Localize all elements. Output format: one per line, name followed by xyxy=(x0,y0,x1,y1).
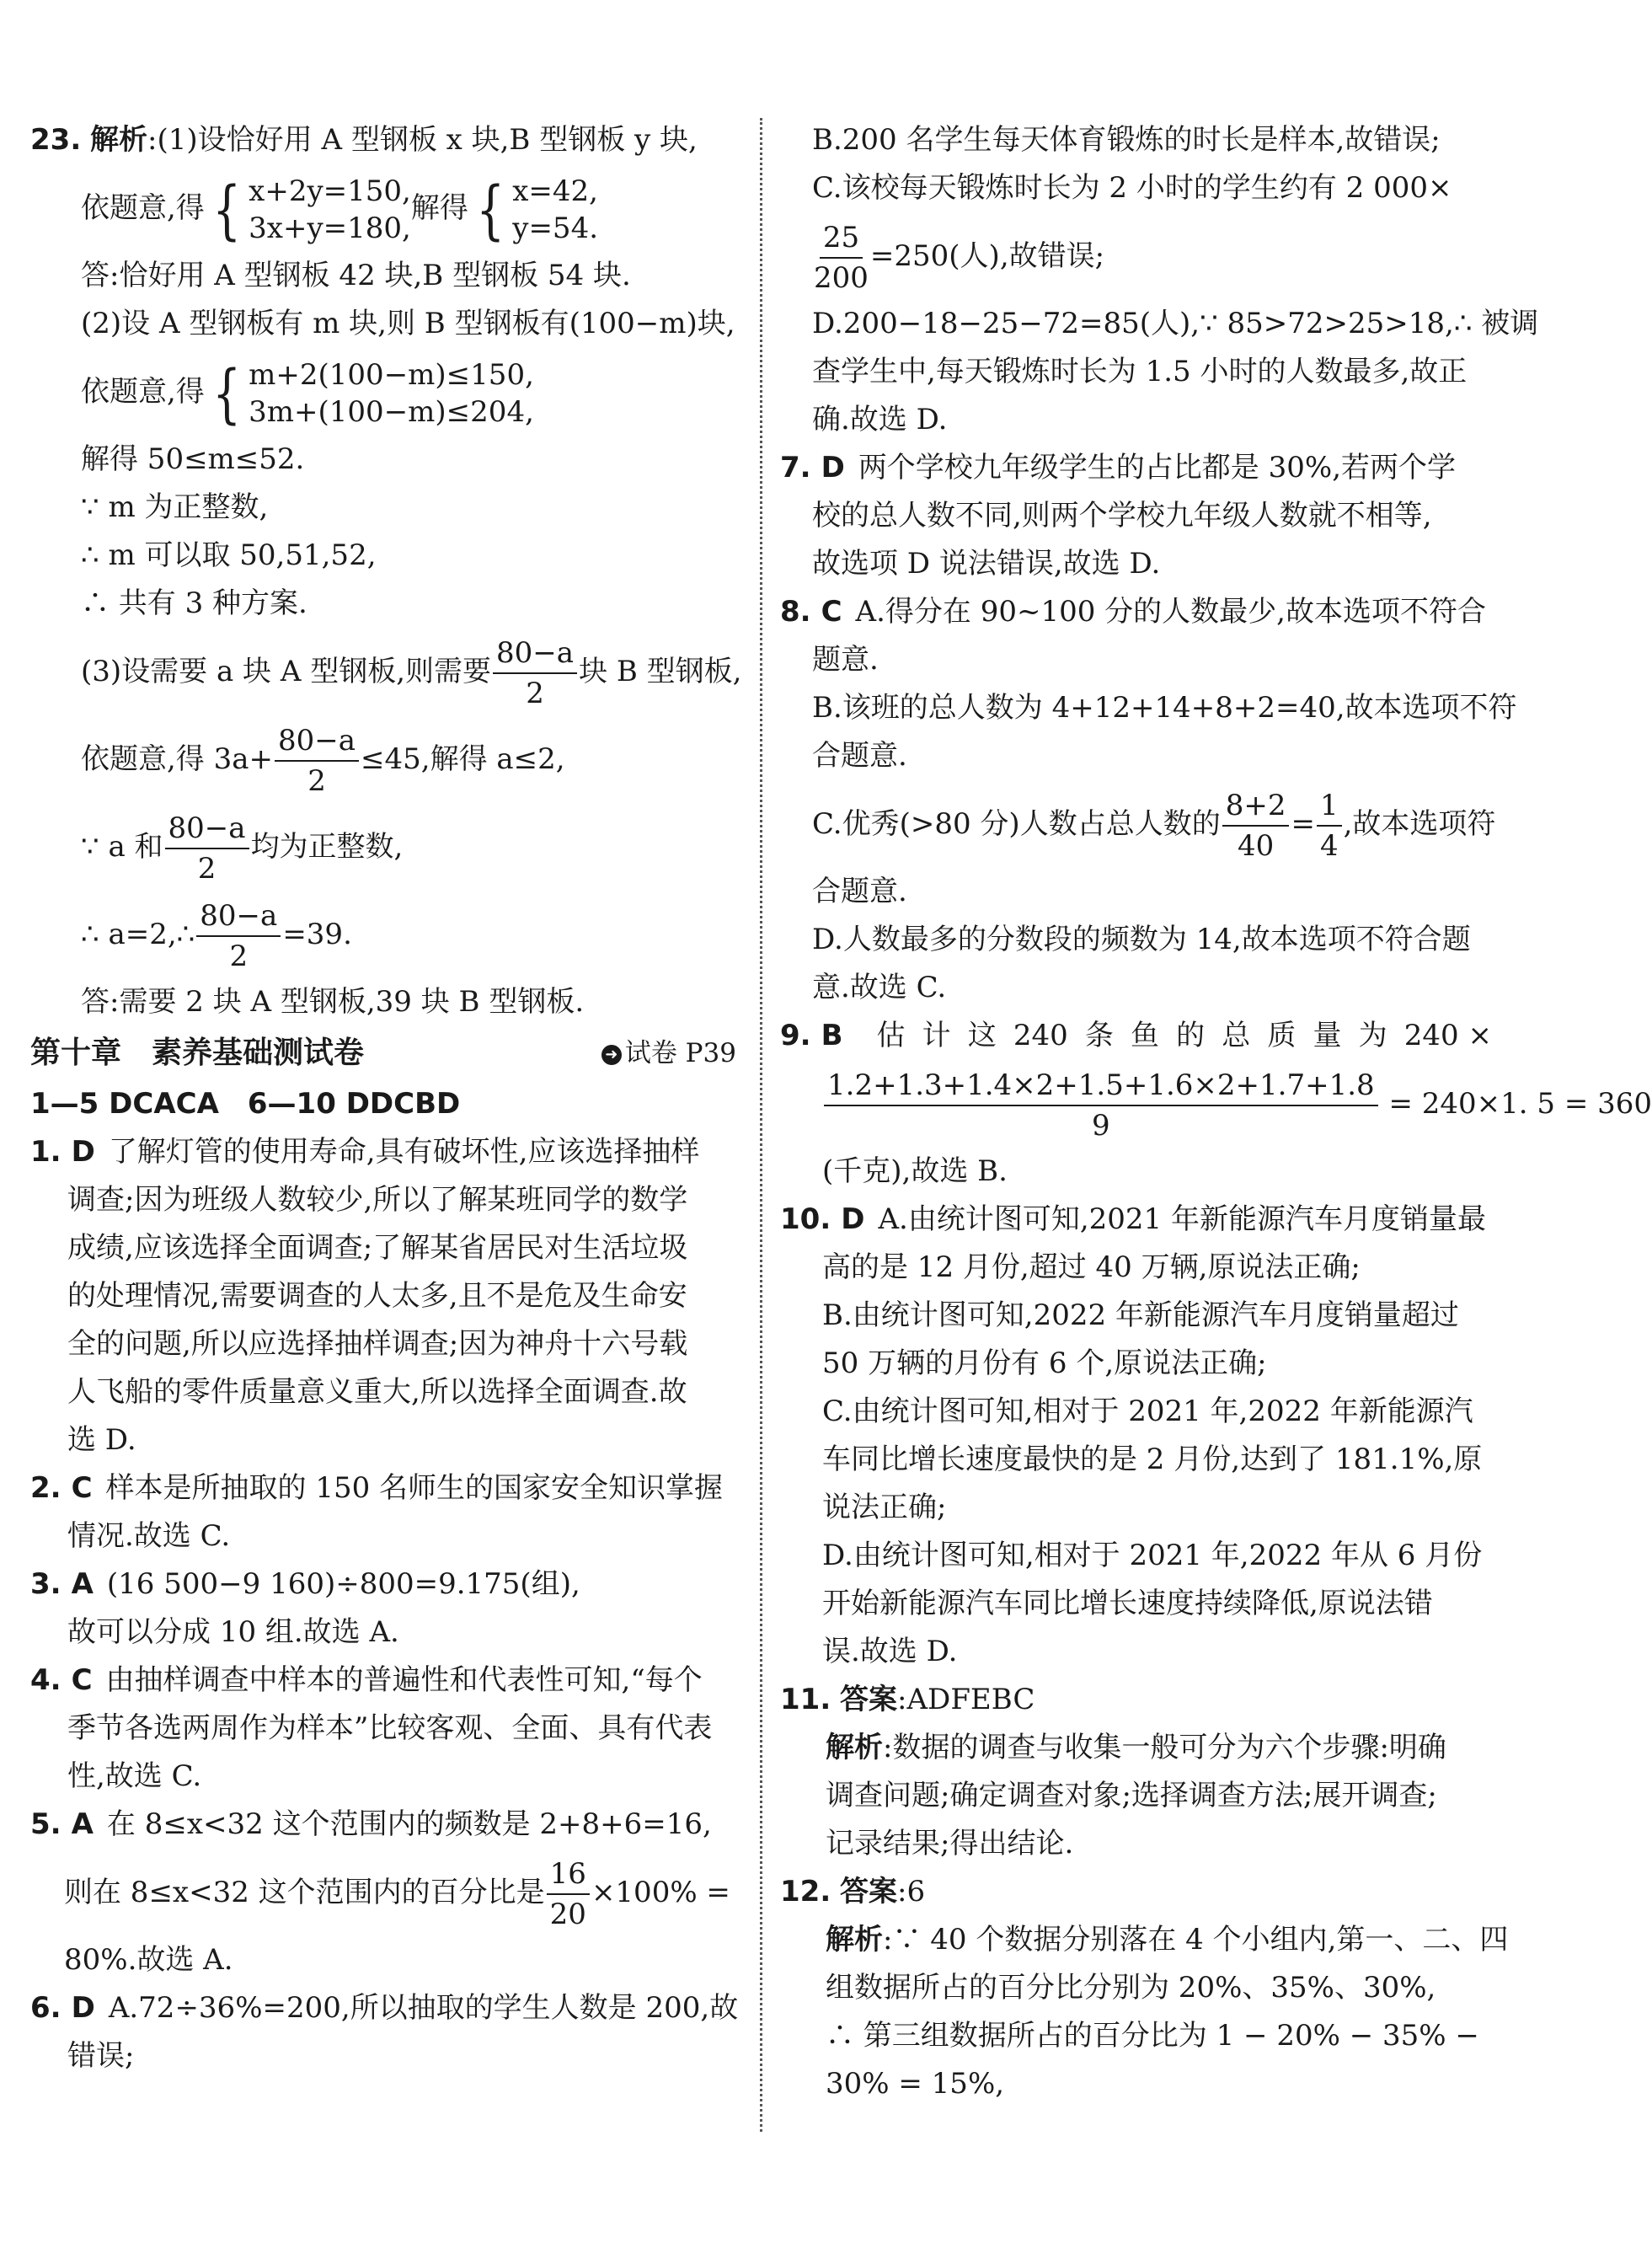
q9-word: 量 xyxy=(1313,1019,1342,1052)
q23-p3-a: (3)设需要 a 块 A 型钢板,则需要 xyxy=(81,655,492,688)
q10-text-7: 说法正确; xyxy=(822,1491,947,1524)
q7-line-1 xyxy=(780,444,1492,492)
q11-answer-value: :ADFEBC xyxy=(897,1683,1035,1716)
q1-text-5: 全的问题,所以应选择抽样调查;因为神舟十六号载 xyxy=(67,1327,688,1361)
q7-number: 7. xyxy=(780,451,811,484)
q1-text-6: 人飞船的零件质量意义重大,所以选择全面调查.故 xyxy=(67,1375,687,1409)
q4-answer: C xyxy=(71,1663,93,1697)
q10-text-10: 误.故选 D. xyxy=(822,1635,958,1668)
q12-answer-value: :6 xyxy=(897,1875,926,1908)
q1-text-2: 调查;因为班级人数较少,所以了解某班同学的数学 xyxy=(67,1183,688,1217)
q6-cont-5: 查学生中,每天锻炼时长为 1.5 小时的人数最多,故正 xyxy=(812,355,1468,388)
q4-text-3: 性,故选 C. xyxy=(67,1759,202,1793)
q5-fraction xyxy=(547,1855,590,1934)
fraction-denominator: 2 xyxy=(197,852,217,886)
q23-p1-eq1: x+2y=150, xyxy=(249,174,411,208)
q7-text-2: 校的总人数不同,则两个学校九年级人数就不相等, xyxy=(812,499,1432,533)
q4-text-2: 季节各选两周作为样本”比较客观、全面、具有代表 xyxy=(67,1711,713,1745)
q23-p3-fraction-3 xyxy=(165,809,249,888)
chapter-title: 第十章 素养基础测试卷 xyxy=(30,1036,365,1070)
q8-line-5: C.优秀(>80 分)人数占总人数的 $\frac{8+2}{40}$ = $\frac{1}{4}$ ,故本选项符 xyxy=(780,780,1492,868)
q23-p2-system-line xyxy=(30,348,743,436)
q23-p1-sol1: x=42, xyxy=(512,174,598,208)
q23-p3-answer: 答:需要 2 块 A 型钢板,39 块 B 型钢板. xyxy=(81,985,585,1019)
q1-number: 1. xyxy=(30,1135,61,1169)
q10-line-1 xyxy=(780,1196,1492,1244)
q7-answer: D xyxy=(821,451,845,484)
q8-text-2: 题意. xyxy=(812,643,879,677)
fraction-denominator: 20 xyxy=(549,1898,586,1931)
q9-word: 240 × xyxy=(1403,1019,1492,1052)
q9-word: 估 xyxy=(876,1019,906,1052)
q23-p1-system-line xyxy=(30,164,743,252)
q1-text-1: 了解灯管的使用寿命,具有破坏性,应该选择抽样 xyxy=(108,1135,700,1169)
chapter-heading xyxy=(30,1026,743,1080)
q8-text-8: 意.故选 C. xyxy=(812,971,947,1004)
q23-p1-solution-system: { x=42, y=54. xyxy=(476,172,599,247)
fraction-denominator: 2 xyxy=(526,677,544,710)
q10-text-8: D.由统计图可知,相对于 2021 年,2022 年从 6 月份 xyxy=(822,1539,1483,1572)
q6-answer: D xyxy=(71,1991,95,2025)
right-column xyxy=(780,116,1652,2108)
q1-answer: D xyxy=(71,1135,95,1169)
q6-cont-6: 确.故选 D. xyxy=(812,403,948,436)
fraction-numerator: 8+2 xyxy=(1222,786,1290,827)
q8-fraction-2 xyxy=(1317,786,1342,865)
q9-word: 的 xyxy=(1176,1019,1206,1052)
q8-line-1 xyxy=(780,588,1492,636)
q12-text-1: :∵ 40 个数据分别落在 4 个小组内,第一、二、四 xyxy=(883,1923,1509,1957)
q9-number: 9. xyxy=(780,1019,811,1052)
q9-word: 为 xyxy=(1358,1019,1387,1052)
q11-answer-label: 答案 xyxy=(840,1683,898,1716)
answer-keys: 1—5 DCACA 6—10 DDCBD xyxy=(30,1087,461,1121)
q11-line-2 xyxy=(780,1724,1492,1772)
fraction-denominator: 200 xyxy=(814,261,869,295)
column-divider xyxy=(760,118,762,2132)
q6-number: 6. xyxy=(30,1991,61,2025)
q23-p2-line-1: 解得 50≤m≤52. xyxy=(81,442,305,476)
q12-text-4: 30% = 15%, xyxy=(826,2067,1005,2101)
q5-text-1: 在 8≤x<32 这个范围内的频数是 2+8+6=16, xyxy=(106,1807,712,1841)
fraction-numerator: 80−a xyxy=(275,721,359,762)
q23-p2-eq1: m+2(100−m)≤150, xyxy=(249,358,534,392)
q23-p3-d: ≤45,解得 a≤2, xyxy=(361,742,565,776)
q3-answer: A xyxy=(71,1567,94,1601)
fraction-denominator: 2 xyxy=(229,939,249,973)
q4-line-1 xyxy=(30,1657,743,1705)
q23-p2-line-4: ∴ 共有 3 种方案. xyxy=(81,586,307,620)
q23-p3-fraction-4 xyxy=(196,897,281,976)
q9-line-1 xyxy=(780,1012,1492,1060)
q5-line-2 xyxy=(30,1849,743,1936)
q8-text-1: A.得分在 90~100 分的人数最少,故本选项不符合 xyxy=(855,595,1486,629)
q23-p2-inequality-system: { m+2(100−m)≤150, 3m+(100−m)≤204, xyxy=(212,356,534,431)
q5-text-2b: ×100% = xyxy=(591,1876,730,1909)
q1-line-1 xyxy=(30,1128,743,1176)
q23-p3-line-1 xyxy=(30,628,743,715)
q23-p2-line-3: ∴ m 可以取 50,51,52, xyxy=(81,538,377,572)
q6-cont-4: D.200−18−25−72=85(人),∵ 85>72>25>18,∴ 被调 xyxy=(812,307,1539,340)
q23-p3-c: 依题意,得 3a+ xyxy=(81,742,274,776)
q10-text-1: A.由统计图可知,2021 年新能源汽车月度销量最 xyxy=(878,1202,1486,1236)
q23-p3-line-3 xyxy=(30,803,743,891)
q23-p1-eq2: 3x+y=180, xyxy=(249,211,411,245)
q23-p1-intro: :(1)设恰好用 A 型钢板 x 块,B 型钢板 y 块, xyxy=(147,123,698,157)
q8-number: 8. xyxy=(780,595,811,629)
q6-text-2: 错误; xyxy=(67,2039,135,2073)
q9-word: 计 xyxy=(922,1019,951,1052)
fraction-numerator: 25 xyxy=(820,218,863,259)
q23-p1-solve: 解得 xyxy=(410,191,468,225)
q5-number: 5. xyxy=(30,1807,61,1841)
q23-p1-sol2: y=54. xyxy=(512,211,599,245)
q10-text-4: 50 万辆的月份有 6 个,原说法正确; xyxy=(822,1346,1267,1380)
q10-text-3: B.由统计图可知,2022 年新能源汽车月度销量超过 xyxy=(822,1298,1459,1332)
q10-text-2: 高的是 12 月份,超过 40 万辆,原说法正确; xyxy=(822,1250,1361,1284)
q12-line-1 xyxy=(780,1868,1492,1916)
q4-text-1: 由抽样调查中样本的普遍性和代表性可知,“每个 xyxy=(105,1663,703,1697)
q12-explain-label: 解析 xyxy=(826,1923,883,1957)
q5-answer: A xyxy=(71,1807,94,1841)
q8-text-5a: C.优秀(>80 分)人数占总人数的 xyxy=(812,807,1221,841)
fraction-numerator: 80−a xyxy=(493,634,577,674)
q10-text-9: 开始新能源汽车同比增长速度持续降低,原说法错 xyxy=(822,1587,1433,1620)
fraction-denominator: 2 xyxy=(307,764,326,798)
q1-text-4: 的处理情况,需要调查的人太多,且不是危及生命安 xyxy=(67,1279,687,1313)
q9-word: 鱼 xyxy=(1131,1019,1160,1052)
q23-p2-cond: 依题意,得 xyxy=(81,375,205,409)
q9-word: 这 xyxy=(967,1019,997,1052)
q23-p3-line-2 xyxy=(30,715,743,803)
q2-text-1: 样本是所抽取的 150 名师生的国家安全知识掌握 xyxy=(105,1471,724,1505)
q9-word: 条 xyxy=(1084,1019,1114,1052)
q9-line-2 xyxy=(780,1060,1652,1148)
fraction-numerator: 1 xyxy=(1317,786,1342,827)
q12-line-2 xyxy=(780,1916,1509,1964)
q11-text-2: 调查问题;确定调查对象;选择调查方法;展开调查; xyxy=(826,1779,1437,1812)
q10-text-6: 车同比增长速度最快的是 2 月份,达到了 181.1%,原 xyxy=(822,1443,1483,1476)
q6-fraction xyxy=(814,218,869,297)
q9-word: 240 xyxy=(1013,1019,1068,1052)
chapter-ref-text: 试卷 P39 xyxy=(624,1038,736,1068)
q5-text-3: 80%.故选 A. xyxy=(64,1943,233,1977)
q2-text-2: 情况.故选 C. xyxy=(67,1519,231,1553)
q12-text-3: ∴ 第三组数据所占的百分比为 1 − 20% − 35% − xyxy=(826,2019,1479,2053)
q23-p1-answer: 答:恰好用 A 型钢板 42 块,B 型钢板 54 块. xyxy=(81,259,631,292)
q2-number: 2. xyxy=(30,1471,61,1505)
chapter-ref xyxy=(601,1026,736,1080)
q12-answer-label: 答案 xyxy=(840,1875,898,1908)
q23-p3-line-4 xyxy=(30,891,743,978)
q6-cont-3 xyxy=(780,212,1492,300)
fraction-numerator: 80−a xyxy=(196,897,281,937)
fraction-denominator: 40 xyxy=(1237,829,1275,863)
q2-answer: C xyxy=(71,1471,93,1505)
q23-p3-f: 均为正整数, xyxy=(250,830,404,864)
fraction-numerator: 80−a xyxy=(165,809,249,849)
q23-p1-cond: 依题意,得 xyxy=(81,191,205,225)
q8-text-7: D.人数最多的分数段的频数为 14,故本选项不符合题 xyxy=(812,923,1471,956)
q12-text-2: 组数据所占的百分比分别为 20%、35%、30%, xyxy=(826,1971,1436,2005)
q9-fraction xyxy=(824,1066,1378,1145)
q5-line-1 xyxy=(30,1801,743,1849)
fraction-numerator: 1.2+1.3+1.4×2+1.5+1.6×2+1.7+1.8 xyxy=(824,1066,1378,1106)
q10-number: 10. xyxy=(780,1202,831,1236)
q9-answer: B xyxy=(821,1019,843,1052)
q11-text-3: 记录结果;得出结论. xyxy=(826,1827,1074,1860)
q23-p3-fraction-2 xyxy=(275,721,359,800)
q8-text-5b: ,故本选项符 xyxy=(1343,807,1496,841)
q1-text-7: 选 D. xyxy=(67,1423,136,1457)
q1-text-3: 成绩,应该选择全面调查;了解某省居民对生活垃圾 xyxy=(67,1231,688,1265)
q2-line-1 xyxy=(30,1464,743,1512)
q23-p3-fraction-1 xyxy=(493,634,577,713)
q23-p2-line-2: ∵ m 为正整数, xyxy=(81,490,269,524)
fraction-denominator: 4 xyxy=(1319,829,1339,863)
q23-p1-equation-system: { x+2y=150, 3x+y=180, xyxy=(212,172,411,247)
q8-text-4: 合题意. xyxy=(812,739,907,773)
q7-text-1: 两个学校九年级学生的占比都是 30%,若两个学 xyxy=(858,451,1456,484)
q23-p2-intro: (2)设 A 型钢板有 m 块,则 B 型钢板有(100−m)块, xyxy=(81,307,735,340)
q12-number: 12. xyxy=(780,1875,831,1908)
q8-text-6: 合题意. xyxy=(812,875,907,908)
q3-line-1 xyxy=(30,1560,743,1609)
q3-number: 3. xyxy=(30,1567,61,1601)
q6-cont-1: B.200 名学生每天体育锻炼的时长是样本,故错误; xyxy=(812,123,1441,157)
q11-line-1 xyxy=(780,1676,1492,1724)
q23-label: 解析 xyxy=(90,123,148,157)
q8-fraction-1 xyxy=(1222,786,1290,865)
q23-p3-b: 块 B 型钢板, xyxy=(579,655,742,688)
q5-text-2a: 则在 8≤x<32 这个范围内的百分比是 xyxy=(64,1876,545,1909)
q23-p2-eq2: 3m+(100−m)≤204, xyxy=(249,395,534,429)
q6-cont-2: C.该校每天锻炼时长为 2 小时的学生约有 2 000× xyxy=(812,171,1452,205)
q23-p3-e: ∵ a 和 xyxy=(81,830,163,864)
q8-text-3: B.该班的总人数为 4+12+14+8+2=40,故本选项不符 xyxy=(812,691,1517,725)
q23-line-1 xyxy=(30,116,743,164)
q9-word: 总 xyxy=(1222,1019,1251,1052)
q7-text-3: 故选项 D 说法错误,故选 D. xyxy=(812,547,1161,581)
q23-number: 23. xyxy=(30,123,82,157)
q3-text-2: 故可以分成 10 组.故选 A. xyxy=(67,1615,399,1649)
q8-answer: C xyxy=(821,595,842,629)
fraction-numerator: 16 xyxy=(547,1855,590,1895)
left-column xyxy=(30,116,743,2080)
q23-p3-g: ∴ a=2,∴ xyxy=(81,918,195,951)
q4-number: 4. xyxy=(30,1663,61,1697)
q10-text-5: C.由统计图可知,相对于 2021 年,2022 年新能源汽 xyxy=(822,1395,1473,1428)
q3-text-1: (16 500−9 160)÷800=9.175(组), xyxy=(106,1567,580,1601)
q10-answer: D xyxy=(841,1202,865,1236)
q23-p3-h: =39. xyxy=(282,918,352,951)
q9-word: 质 xyxy=(1267,1019,1296,1052)
q11-text-1: :数据的调查与收集一般可分为六个步骤:明确 xyxy=(883,1731,1446,1764)
q9-text-3: (千克),故选 B. xyxy=(822,1154,1008,1188)
q6-line-1 xyxy=(30,1984,743,2032)
arrow-right-icon: ➜ xyxy=(601,1045,622,1065)
q9-text-2: = 240×1. 5 = 360 xyxy=(1388,1087,1652,1121)
q11-number: 11. xyxy=(780,1683,831,1716)
q9-text-1 xyxy=(877,1012,1493,1060)
q11-explain-label: 解析 xyxy=(826,1731,883,1764)
q6-text-1: A.72÷36%=200,所以抽取的学生人数是 200,故 xyxy=(108,1991,739,2025)
fraction-denominator: 9 xyxy=(1092,1109,1110,1143)
q6-cont-3-text: =250(人),故错误; xyxy=(869,239,1105,273)
